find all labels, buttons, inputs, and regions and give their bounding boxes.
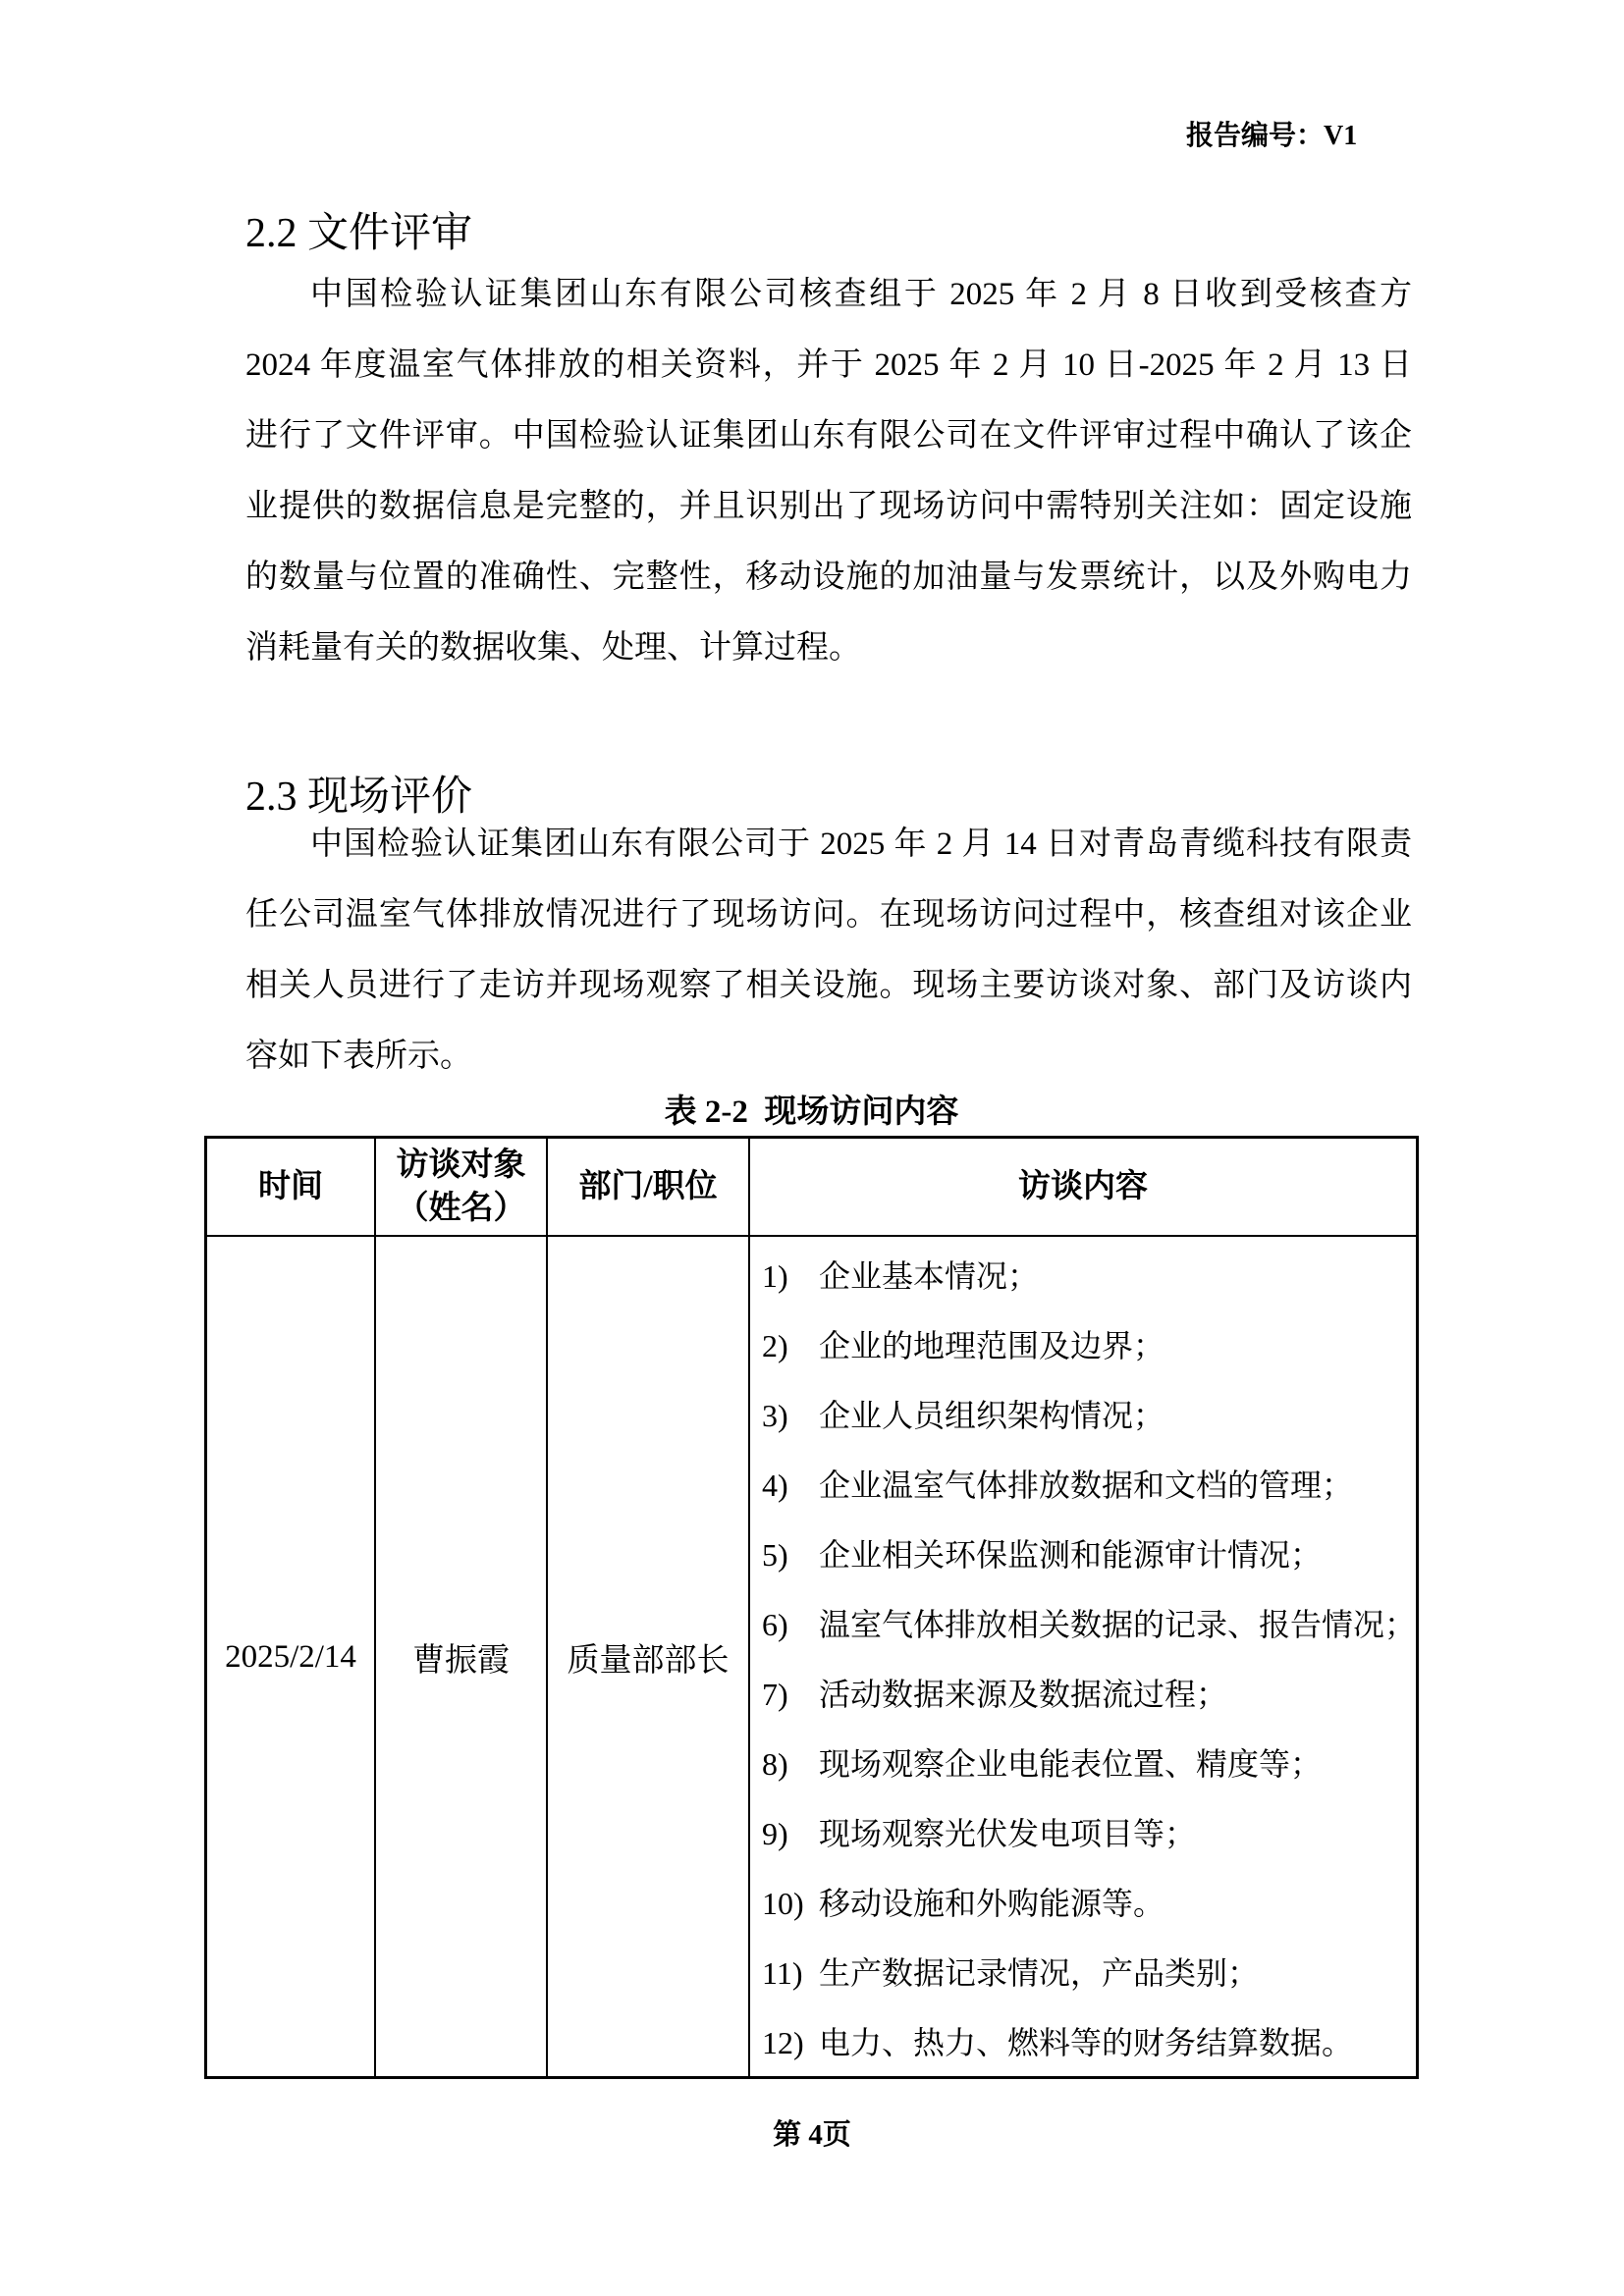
table-header-time: [207, 1139, 374, 1237]
paragraph-line: 的数量与位置的准确性、完整性，移动设施的加油量与发票统计，以及外购电力: [245, 560, 1412, 595]
item-number: 6): [762, 1607, 788, 1642]
table-header-label: 部门/职位: [578, 1169, 718, 1204]
table-header-label: （姓名）: [396, 1191, 526, 1226]
paragraph-line: 容如下表所示。: [245, 1039, 472, 1074]
site-visit-table: [204, 1136, 1419, 2079]
paragraph-line: 相关人员进行了走访并现场观察了相关设施。现场主要访谈对象、部门及访谈内: [245, 968, 1412, 1003]
interview-item: [762, 1799, 1416, 1869]
paragraph-line: 2024 年度温室气体排放的相关资料，并于 2025 年 2 月 10 日-2025 年 2 月 13 日: [245, 347, 1412, 383]
table-cell-time: 2025/2/14: [225, 1639, 356, 1675]
item-text: 企业人员组织架构情况；: [819, 1398, 1165, 1433]
item-text: 移动设施和外购能源等。: [819, 1886, 1165, 1921]
item-text: 企业的地理范围及边界；: [819, 1328, 1165, 1363]
item-number: 7): [762, 1677, 788, 1712]
paragraph-line: 进行了文件评审。中国检验认证集团山东有限公司在文件评审过程中确认了该企: [245, 418, 1412, 454]
paragraph-line: 业提供的数据信息是完整的，并且识别出了现场访问中需特别关注如：固定设施: [245, 489, 1412, 524]
interview-item: [762, 1451, 1416, 1521]
interview-item: [762, 1311, 1416, 1381]
paragraph-line: 消耗量有关的数据收集、处理、计算过程。: [245, 630, 861, 666]
paragraph-line: 中国检验认证集团山东有限公司核查组于 2025 年 2 月 8 日收到受核查方: [310, 277, 1412, 312]
table-header-department: [546, 1139, 748, 1237]
item-number: 8): [762, 1746, 788, 1782]
interview-item: [762, 1590, 1416, 1660]
interview-item: [762, 1242, 1416, 1311]
paragraph-line: 中国检验认证集团山东有限公司于 2025 年 2 月 14 日对青岛青缆科技有限责: [310, 827, 1412, 862]
item-number: 9): [762, 1816, 788, 1851]
section-heading-2-2: 2.2 文件评审: [245, 211, 473, 256]
table-cell-interviewee: 曹振霞: [374, 1237, 546, 2078]
interview-item: [762, 1869, 1416, 1939]
item-text: 生产数据记录情况，产品类别；: [819, 1955, 1260, 1991]
interview-item: [762, 1381, 1416, 1451]
interview-item: [762, 1939, 1416, 2008]
table-cell-department: 质量部部长: [546, 1237, 748, 2078]
paragraph-document-review: [245, 259, 1412, 683]
table-header-interview-content: [748, 1139, 1416, 1237]
item-text: 活动数据来源及数据流过程；: [819, 1677, 1228, 1712]
table-caption: 表 2-2 现场访问内容: [664, 1095, 959, 1130]
interview-item: [762, 2008, 1416, 2078]
table-header-label: 时间: [258, 1169, 323, 1204]
item-number: 10): [762, 1886, 804, 1921]
item-text: 企业相关环保监测和能源审计情况；: [819, 1537, 1323, 1573]
interview-item: [762, 1730, 1416, 1799]
item-number: 3): [762, 1398, 788, 1433]
table-header-interviewee: [374, 1139, 546, 1237]
item-text: 温室气体排放相关数据的记录、报告情况；: [819, 1607, 1417, 1642]
item-number: 12): [762, 2025, 804, 2060]
item-text: 电力、热力、燃料等的财务结算数据。: [819, 2025, 1354, 2060]
table-header-label: 访谈对象: [396, 1148, 526, 1183]
item-number: 2): [762, 1328, 788, 1363]
interview-item: [762, 1521, 1416, 1590]
page-number: 第 4页: [773, 2119, 851, 2151]
interview-item: [762, 1660, 1416, 1730]
paragraph-line: 任公司温室气体排放情况进行了现场访问。在现场访问过程中，核查组对该企业: [245, 897, 1412, 933]
item-number: 4): [762, 1468, 788, 1503]
table-cell-interview-content: [748, 1237, 1416, 2078]
table-header-label: 访谈内容: [1018, 1169, 1148, 1204]
item-number: 11): [762, 1955, 803, 1991]
paragraph-site-visit: [245, 809, 1412, 1092]
report-number: 报告编号：V1: [1186, 121, 1358, 151]
item-text: 现场观察企业电能表位置、精度等；: [819, 1746, 1323, 1782]
item-number: 1): [762, 1258, 788, 1294]
item-text: 企业温室气体排放数据和文档的管理；: [819, 1468, 1354, 1503]
item-text: 现场观察光伏发电项目等；: [819, 1816, 1197, 1851]
item-number: 5): [762, 1537, 788, 1573]
section-heading-2-3: 2.3 现场评价: [245, 774, 473, 820]
item-text: 企业基本情况；: [819, 1258, 1040, 1294]
